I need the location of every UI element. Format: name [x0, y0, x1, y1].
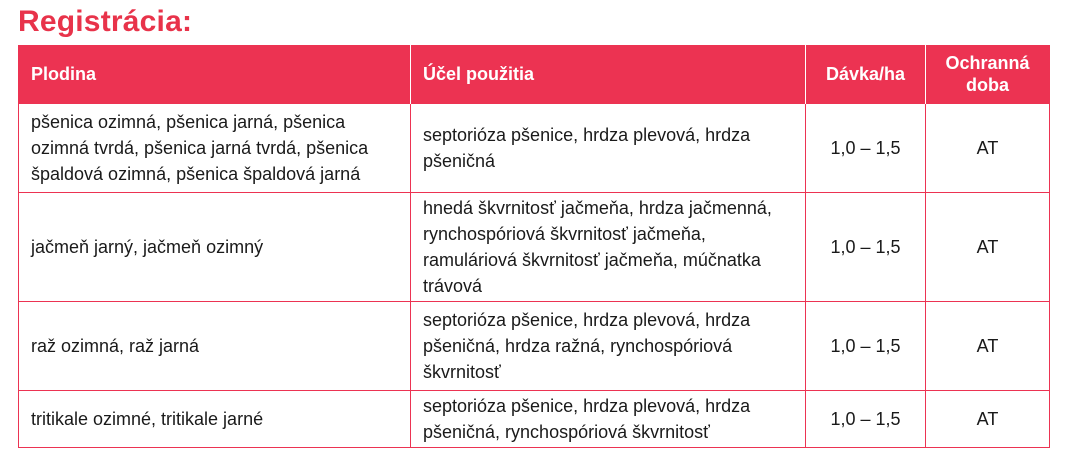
- cell-purpose: septorióza pšenice, hrdza plevová, hrdza pšeničná, hrdza ražná, rynchospóriová škvrnitosť: [411, 302, 806, 391]
- table-row: [19, 302, 1050, 391]
- cell-protection-period: AT: [926, 193, 1050, 302]
- cell-crop: tritikale ozimné, tritikale jarné: [19, 391, 411, 448]
- header-purpose: Účel použitia: [411, 45, 806, 104]
- page-title: Registrácia:: [18, 5, 193, 38]
- cell-protection-period: AT: [926, 391, 1050, 448]
- cell-purpose: hnedá škvrnitosť jačmeňa, hrdza jačmenná, rynchospóriová škvrnitosť jačmeňa, ramuláriová škvrnitosť jačmeňa, múčnatka trávová: [411, 193, 806, 302]
- header-crop: Plodina: [19, 45, 411, 104]
- table-row: [19, 193, 1050, 302]
- cell-purpose: septorióza pšenice, hrdza plevová, hrdza pšeničná, rynchospóriová škvrnitosť: [411, 391, 806, 448]
- registration-table: [18, 45, 1050, 448]
- cell-dose: 1,0 – 1,5: [806, 104, 926, 193]
- cell-purpose: septorióza pšenice, hrdza plevová, hrdza pšeničná: [411, 104, 806, 193]
- cell-dose: 1,0 – 1,5: [806, 391, 926, 448]
- cell-protection-period: AT: [926, 302, 1050, 391]
- header-dose: Dávka/ha: [806, 45, 926, 104]
- table-row: [19, 391, 1050, 448]
- cell-crop: jačmeň jarný, jačmeň ozimný: [19, 193, 411, 302]
- cell-dose: 1,0 – 1,5: [806, 193, 926, 302]
- cell-dose: 1,0 – 1,5: [806, 302, 926, 391]
- cell-protection-period: AT: [926, 104, 1050, 193]
- header-protection-period: Ochranná doba: [926, 45, 1050, 104]
- cell-crop: raž ozimná, raž jarná: [19, 302, 411, 391]
- cell-crop: pšenica ozimná, pšenica jarná, pšenica ozimná tvrdá, pšenica jarná tvrdá, pšenica špaldová ozimná, pšenica špaldová jarná: [19, 104, 411, 193]
- table-row: [19, 104, 1050, 193]
- table-header-row: [19, 45, 1050, 104]
